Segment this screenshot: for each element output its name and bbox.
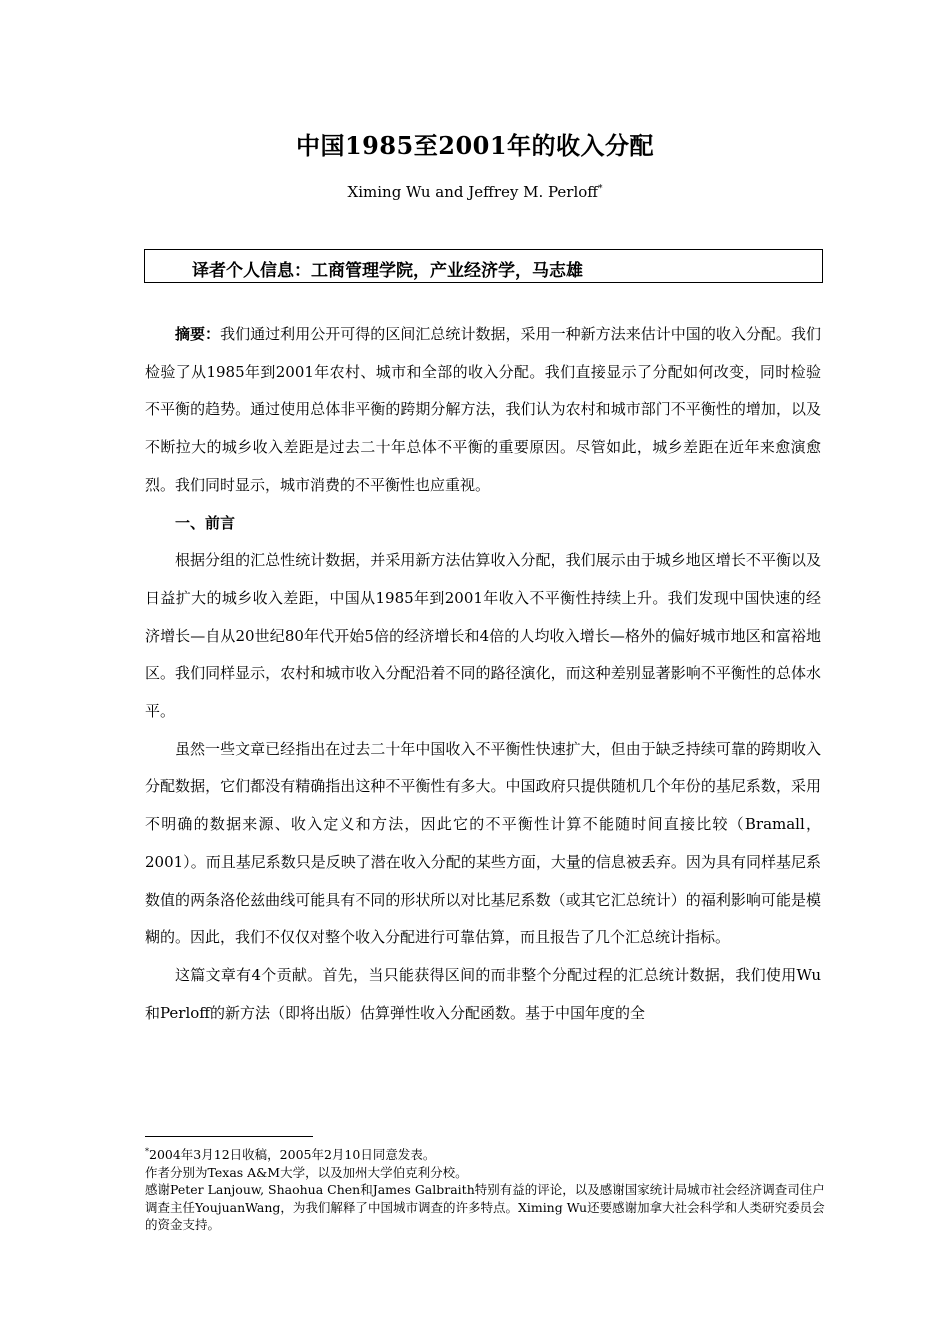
translator-info-box xyxy=(144,249,823,283)
author-footnote-marker: * xyxy=(597,184,603,194)
footnote-line: 作者分别为Texas A&M大学，以及加州大学伯克利分校。 xyxy=(145,1164,468,1180)
footnote-line: 感谢Peter Lanjouw, Shaohua Chen和James Galbraith特别有益的评论，以及感谢国家统计局城市社会经济调查司住户调查主任YoujuanWang，为我们解释了中国城市调查的许多特点。Ximing Wu还要感谢加拿大社会科学和人类研究委员会的资金支持。 xyxy=(145,1182,825,1233)
body-paragraph: 虽然一些文章已经指出在过去二十年中国收入不平衡性快速扩大，但由于缺乏持续可靠的跨期收入分配数据，它们都没有精确指出这种不平衡性有多大。中国政府只提供随机几个年份的基尼系数，采用不明确的数据来源、收入定义和方法，因此它的不平衡性计算不能随时间直接比较（Bramall，2001）。而且基尼系数只是反映了潜在收入分配的某些方面，大量的信息被丢弃。因为具有同样基尼系数值的两条洛伦兹曲线可能具有不同的形状所以对比基尼系数（或其它汇总统计）的福利影响可能是模糊的。因此，我们不仅仅对整个收入分配进行可靠估算，而且报告了几个汇总统计指标。 xyxy=(145,739,821,947)
abstract-label: 摘要： xyxy=(175,325,221,343)
body-paragraph: 根据分组的汇总性统计数据，并采用新方法估算收入分配，我们展示由于城乡地区增长不平衡以及日益扩大的城乡收入差距，中国从1985年到2001年收入不平衡性持续上升。我们发现中国快速的经济增长—自从20世纪80年代开始5倍的经济增长和4倍的人均收入增长—格外的偏好城市地区和富裕地区。我们同样显示，农村和城市收入分配沿着不同的路径演化，而这种差别显著影响不平衡性的总体水平。 xyxy=(145,551,821,721)
abstract-paragraph xyxy=(145,316,821,505)
body-paragraph: 这篇文章有4个贡献。首先，当只能获得区间的而非整个分配过程的汇总统计数据，我们使用Wu和Perloff的新方法（即将出版）估算弹性收入分配函数。基于中国年度的全 xyxy=(145,965,821,1022)
author-line xyxy=(0,183,950,201)
author-names: Ximing Wu and Jeffrey M. Perloff xyxy=(347,183,598,201)
translator-info-text: 译者个人信息：工商管理学院，产业经济学，马志雄 xyxy=(192,261,583,281)
footnote-line xyxy=(145,1143,825,1164)
abstract-text: 我们通过利用公开可得的区间汇总统计数据，采用一种新方法来估计中国的收入分配。我们检验了从1985年到2001年农村、城市和全部的收入分配。我们直接显示了分配如何改变，同时检验不平衡的趋势。通过使用总体非平衡的跨期分解方法，我们认为农村和城市部门不平衡性的增加，以及不断拉大的城乡收入差距是过去二十年总体不平衡的重要原因。尽管如此，城乡差距在近年来愈演愈烈。我们同时显示，城市消费的不平衡性也应重视。 xyxy=(145,325,821,494)
paper-title: 中国1985至2001年的收入分配 xyxy=(295,131,655,160)
footnotes xyxy=(145,1143,825,1234)
footnote-marker: * xyxy=(145,1147,149,1156)
footnote-text: 2004年3月12日收稿，2005年2月10日同意发表。 xyxy=(149,1147,436,1163)
footnote-separator xyxy=(145,1136,313,1137)
section-heading: 一、前言 xyxy=(175,513,236,532)
body-text xyxy=(145,316,821,1032)
